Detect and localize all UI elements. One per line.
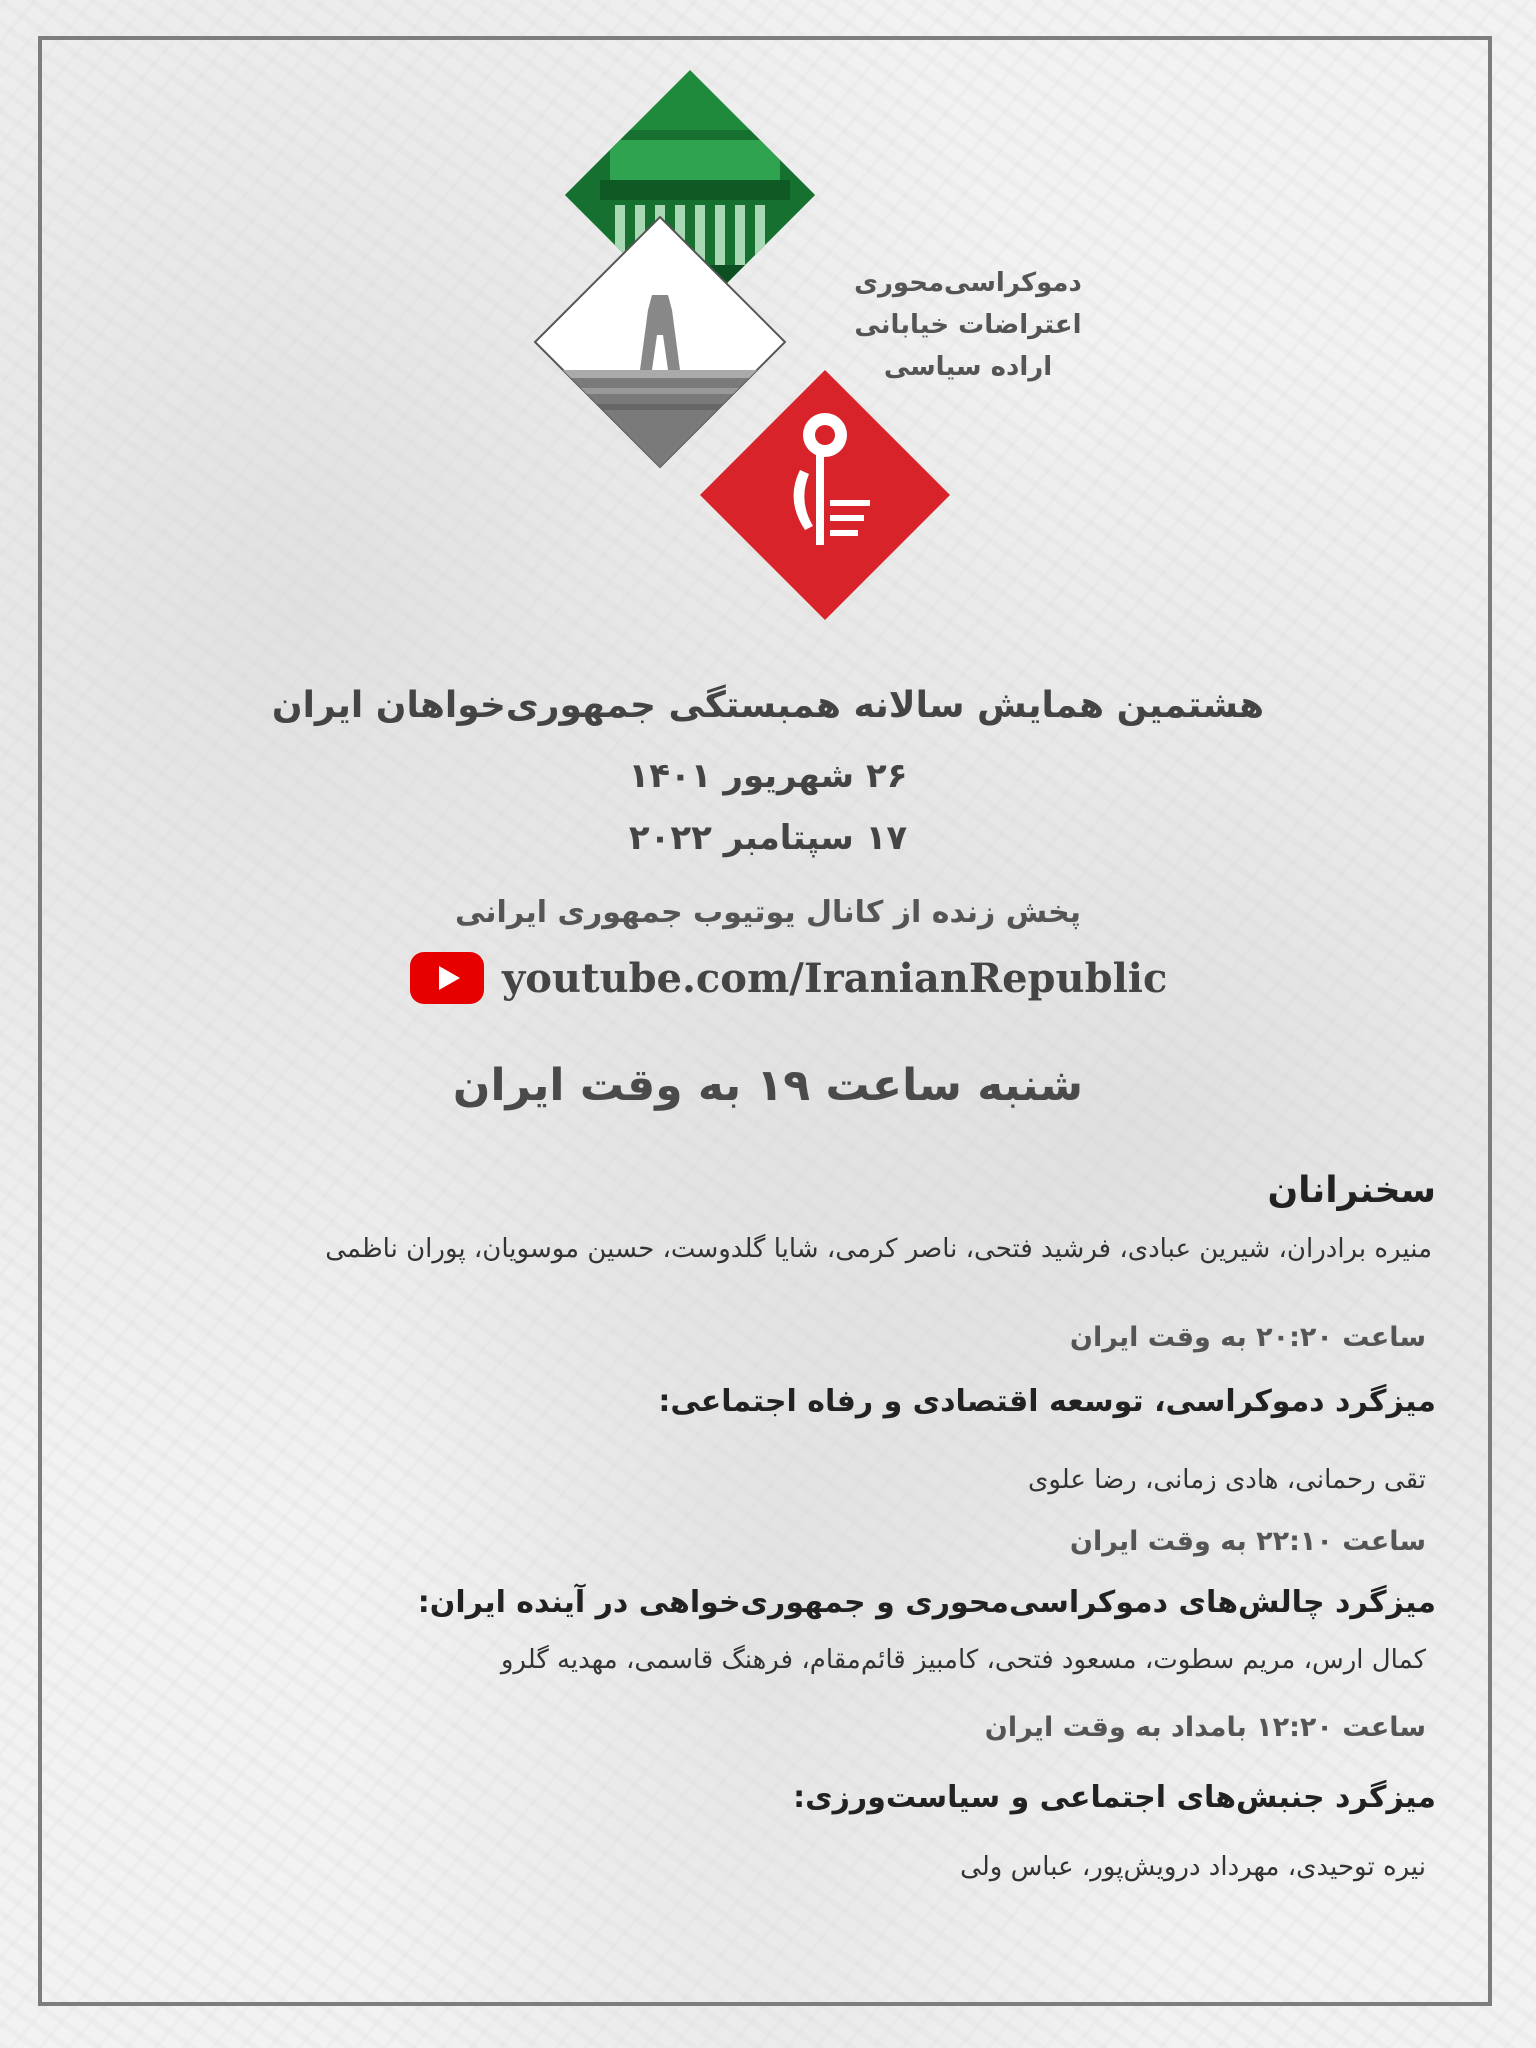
- youtube-link-row[interactable]: [410, 948, 1167, 1008]
- panel-3-time: ساعت ۱۲:۲۰ بامداد به وقت ایران: [984, 1712, 1426, 1743]
- panel-2-time: ساعت ۲۲:۱۰ به وقت ایران: [1069, 1526, 1426, 1557]
- panel-1-title: میزگرد دموکراسی، توسعه اقتصادی و رفاه اجتماعی:: [658, 1384, 1436, 1419]
- event-date-gregorian: ۱۷ سپتامبر ۲۰۲۲: [628, 818, 908, 858]
- speakers-heading: سخنرانان: [1267, 1170, 1436, 1211]
- panel-2-participants: کمال ارس، مریم سطوت، مسعود فتحی، کامبیز قائم‌مقام، فرهنگ قاسمی، مهدیه گلرو: [500, 1645, 1426, 1675]
- speakers-names: منیره برادران، شیرین عبادی، فرشید فتحی، ناصر کرمی، شایا گلدوست، حسین موسویان، پوران ناظمی: [325, 1234, 1432, 1264]
- red-diamond-emblem: [700, 370, 950, 620]
- panel-2-title: میزگرد چالش‌های دموکراسی‌محوری و جمهوری‌خواهی در آینده ایران:: [417, 1585, 1436, 1620]
- panel-3-participants: نیره توحیدی، مهرداد درویش‌پور، عباس ولی: [960, 1852, 1426, 1882]
- main-event-time: شنبه ساعت ۱۹ به وقت ایران: [452, 1060, 1084, 1111]
- tagline-line-2: اعتراضات خیابانی: [854, 310, 1082, 340]
- tagline-line-1: دموکراسی‌محوری: [854, 268, 1082, 298]
- event-title: هشتمین همایش سالانه همبستگی جمهوری‌خواهان ایران: [271, 685, 1265, 726]
- panel-1-time: ساعت ۲۰:۲۰ به وقت ایران: [1069, 1322, 1426, 1353]
- panel-1-participants: تقی رحمانی، هادی زمانی، رضا علوی: [1028, 1465, 1426, 1495]
- youtube-url[interactable]: youtube.com/IranianRepublic: [502, 954, 1168, 1002]
- event-date-persian: ۲۶ شهریور ۱۴۰۱: [628, 756, 908, 796]
- youtube-play-icon: [410, 952, 484, 1004]
- logo-tagline: [848, 262, 1088, 388]
- tagline-line-3: اراده سیاسی: [883, 352, 1053, 382]
- panel-3-title: میزگرد جنبش‌های اجتماعی و سیاست‌ورزی:: [793, 1780, 1436, 1815]
- live-stream-text: پخش زنده از کانال یوتیوب جمهوری ایرانی: [454, 895, 1082, 930]
